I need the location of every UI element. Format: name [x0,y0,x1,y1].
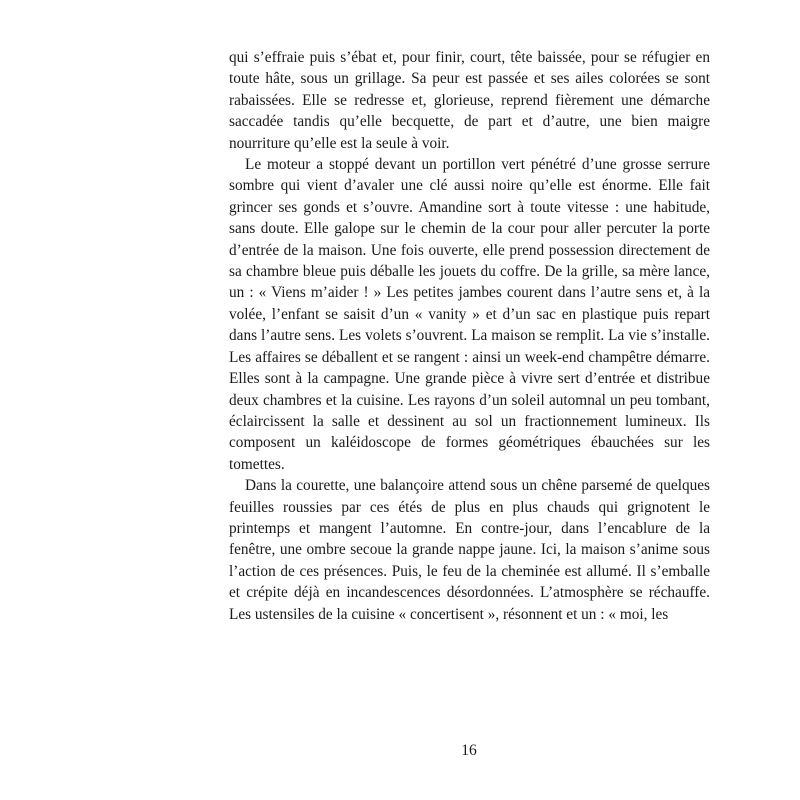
paragraph-continued: qui s’effraie puis s’ébat et, pour finir, court, tête baissée, pour se réfugier en toute hâte, sous un grillage. Sa peur est passée et ses ailes colorées se sont rabaissées. Elle se redresse et, glorieuse, reprend fièrement une démarche saccadée tandis qu’elle becquette, de part et d’autre, une bien maigre nourriture qu’elle est la seule à voir. [229,49,710,152]
body-text [229,47,710,625]
page-number: 16 [461,742,477,759]
paragraph: Le moteur a stoppé devant un portillon vert pénétré d’une grosse serrure sombre qui vient d’avaler une clé aussi noire qu’elle est énorme. Elle fait grincer ses gonds et s’ouvre. Amandine sort à toute vitesse : une habitude, sans doute. Elle galope sur le chemin de la cour pour aller percuter la porte d’entrée de la maison. Une fois ouverte, elle prend possession directement de sa chambre bleue puis déballe les jouets du coffre. De la grille, sa mère lance, un : « Viens m’aider ! » Les petites jambes courent dans l’autre sens et, à la volée, l’enfant se saisit d’un « vanity » et d’un sac en plastique puis repart dans l’autre sens. Les volets s’ouvrent. La maison se remplit. La vie s’installe. Les affaires se déballent et se rangent : ainsi un week-end champêtre démarre. Elles sont à la campagne. Une grande pièce à vivre sert d’entrée et distribue deux chambres et la cuisine. Les rayons d’un soleil automnal un peu tombant, éclaircissent la salle et dessinent au sol un fractionnement lumineux. Ils composent un kaléidoscope de formes géométriques ébauchées sur les tomettes. [229,156,710,473]
paragraph: Dans la courette, une balançoire attend sous un chêne parsemé de quelques feuilles roussies par ces étés de plus en plus chauds qui grignotent le printemps et mangent l’automne. En contre-jour, dans l’encablure de la fenêtre, une ombre secoue la grande nappe jaune. Ici, la maison s’anime sous l’action de ces présences. Puis, le feu de la cheminée est allumé. Il s’emballe et crépite déjà en incandescences désordonnées. L’atmosphère se réchauffe. Les ustensiles de la cuisine « concertisent », résonnent et un : « moi, les [229,477,710,623]
